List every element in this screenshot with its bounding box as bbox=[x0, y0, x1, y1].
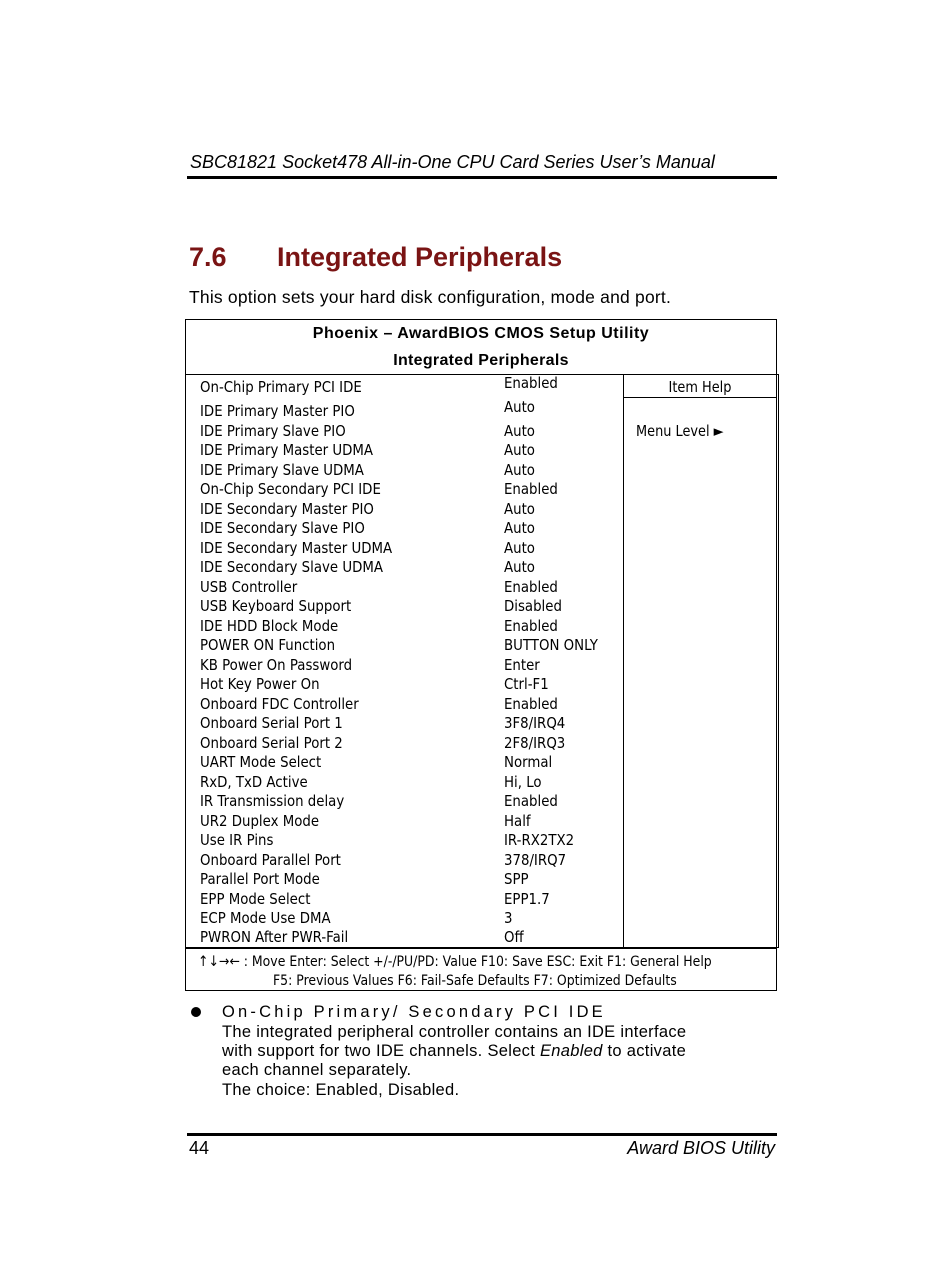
body-line-2-emphasis: Enabled bbox=[540, 1042, 603, 1060]
bios-setting-value[interactable]: Disabled bbox=[504, 597, 562, 616]
bios-setting-label: UART Mode Select bbox=[200, 753, 322, 772]
bios-setting-label: IDE HDD Block Mode bbox=[200, 616, 339, 635]
bios-setting-value[interactable]: Auto bbox=[504, 398, 535, 416]
bios-setting-value[interactable]: Off bbox=[504, 928, 524, 947]
section-title: Integrated Peripherals bbox=[277, 242, 563, 272]
body-line-1: The integrated peripheral controller contains an IDE interface bbox=[222, 1023, 687, 1041]
bios-setting-label: Hot Key Power On bbox=[200, 675, 320, 694]
bios-setting-label: IDE Primary Slave PIO bbox=[200, 422, 346, 440]
bios-setting-label: Onboard FDC Controller bbox=[200, 694, 359, 713]
bios-setting-label: IR Transmission delay bbox=[200, 792, 345, 811]
bios-setting-value[interactable]: Enabled bbox=[504, 694, 558, 713]
bios-setting-label: POWER ON Function bbox=[200, 636, 336, 655]
bios-setting-label: IDE Secondary Slave PIO bbox=[200, 519, 365, 538]
bios-setting-value[interactable]: BUTTON ONLY bbox=[504, 636, 598, 655]
section-heading bbox=[189, 242, 562, 273]
bios-setting-value[interactable]: Auto bbox=[504, 538, 535, 557]
menu-level-text: Menu Level ► bbox=[636, 422, 724, 440]
bios-setting-label: EPP Mode Select bbox=[200, 889, 311, 908]
bios-setting-value[interactable]: Ctrl-F1 bbox=[504, 675, 549, 694]
bios-setting-label: Onboard Parallel Port bbox=[200, 850, 341, 869]
bios-setting-value[interactable]: Auto bbox=[504, 441, 535, 460]
bios-setting-label: ECP Mode Use DMA bbox=[200, 909, 331, 927]
bios-setting-value[interactable]: Enabled bbox=[504, 792, 558, 811]
bios-setting-value[interactable]: 3F8/IRQ4 bbox=[504, 714, 566, 733]
bios-setting-label: IDE Secondary Slave UDMA bbox=[200, 558, 383, 577]
section-intro: This option sets your hard disk configuration, mode and port. bbox=[189, 287, 672, 307]
bios-setting-label: IDE Secondary Master UDMA bbox=[200, 538, 393, 557]
bios-setting-label: USB Controller bbox=[200, 577, 298, 596]
bios-setting-label: On-Chip Secondary PCI IDE bbox=[200, 480, 381, 499]
bios-setting-label: IDE Secondary Master PIO bbox=[200, 499, 374, 518]
help-column-divider bbox=[623, 374, 624, 948]
bios-setting-label: KB Power On Password bbox=[200, 655, 353, 674]
bios-setting-value[interactable]: Auto bbox=[504, 422, 535, 440]
bios-subtitle: Integrated Peripherals bbox=[393, 352, 569, 369]
bios-setting-value[interactable]: Enter bbox=[504, 655, 540, 674]
bios-setting-value[interactable]: 378/IRQ7 bbox=[504, 850, 567, 869]
help-header-rule bbox=[623, 397, 776, 398]
bios-setting-label: On-Chip Primary PCI IDE bbox=[200, 378, 362, 396]
bios-setting-value[interactable]: 2F8/IRQ3 bbox=[504, 733, 566, 752]
footer-rule bbox=[187, 1133, 777, 1136]
bios-setting-label: Use IR Pins bbox=[200, 831, 274, 850]
bios-setting-value[interactable]: Enabled bbox=[504, 374, 558, 392]
bios-setting-label: Onboard Serial Port 1 bbox=[200, 714, 343, 733]
bios-setting-value[interactable]: Enabled bbox=[504, 577, 558, 596]
bios-keys-line-1: ↑↓→← : Move Enter: Select +/-/PU/PD: Value F10: Save ESC: Exit F1: General Help bbox=[198, 954, 712, 970]
bios-setting-label: IDE Primary Master PIO bbox=[200, 402, 355, 420]
bios-setting-value[interactable]: EPP1.7 bbox=[504, 889, 550, 908]
page-number: 44 bbox=[189, 1138, 210, 1158]
bios-setting-label: IDE Primary Slave UDMA bbox=[200, 460, 364, 479]
header-rule bbox=[187, 176, 777, 179]
bios-setting-value[interactable]: Hi, Lo bbox=[504, 772, 542, 791]
bios-setting-label: USB Keyboard Support bbox=[200, 597, 352, 616]
bios-setting-value[interactable]: Auto bbox=[504, 460, 535, 479]
bios-setting-value[interactable]: SPP bbox=[504, 870, 529, 889]
bios-setting-label: Onboard Serial Port 2 bbox=[200, 733, 343, 752]
body-line-2-post: to activate bbox=[602, 1042, 687, 1060]
bios-setting-value[interactable]: Enabled bbox=[504, 616, 558, 635]
bios-setting-value[interactable]: Normal bbox=[504, 753, 553, 772]
item-help-header: Item Help bbox=[668, 378, 732, 396]
bullet-icon bbox=[191, 1007, 201, 1017]
footer-chapter: Award BIOS Utility bbox=[627, 1138, 775, 1158]
bios-setting-value[interactable]: 3 bbox=[504, 909, 513, 927]
bios-setting-label: RxD, TxD Active bbox=[200, 772, 308, 791]
bios-setting-label: PWRON After PWR-Fail bbox=[200, 928, 349, 947]
bios-title: Phoenix – AwardBIOS CMOS Setup Utility bbox=[312, 325, 650, 342]
bios-setting-value[interactable]: Auto bbox=[504, 519, 535, 538]
body-line-3: each channel separately. bbox=[222, 1061, 412, 1079]
bios-setting-value[interactable]: Half bbox=[504, 811, 531, 830]
body-line-2-pre: with support for two IDE channels. Select bbox=[222, 1042, 540, 1060]
bullet-title: On-Chip Primary/ Secondary PCI IDE bbox=[222, 1003, 606, 1021]
body-line-4: The choice: Enabled, Disabled. bbox=[222, 1081, 460, 1099]
bios-setting-label: Parallel Port Mode bbox=[200, 870, 320, 889]
bios-setting-value[interactable]: IR-RX2TX2 bbox=[504, 831, 575, 850]
bios-setting-value[interactable]: Auto bbox=[504, 558, 535, 577]
bios-setting-value[interactable]: Enabled bbox=[504, 480, 558, 499]
bios-setting-label: UR2 Duplex Mode bbox=[200, 811, 320, 830]
body-line-2 bbox=[222, 1042, 686, 1061]
bios-footer-divider bbox=[185, 948, 777, 949]
manual-title: SBC81821 Socket478 All-in-One CPU Card Series User’s Manual bbox=[190, 152, 715, 172]
bios-setting-value[interactable]: Auto bbox=[504, 499, 535, 518]
section-number: 7.6 bbox=[189, 242, 227, 272]
bios-keys-line-2: F5: Previous Values F6: Fail-Safe Defaults F7: Optimized Defaults bbox=[273, 973, 677, 989]
bios-setting-label: IDE Primary Master UDMA bbox=[200, 441, 374, 460]
